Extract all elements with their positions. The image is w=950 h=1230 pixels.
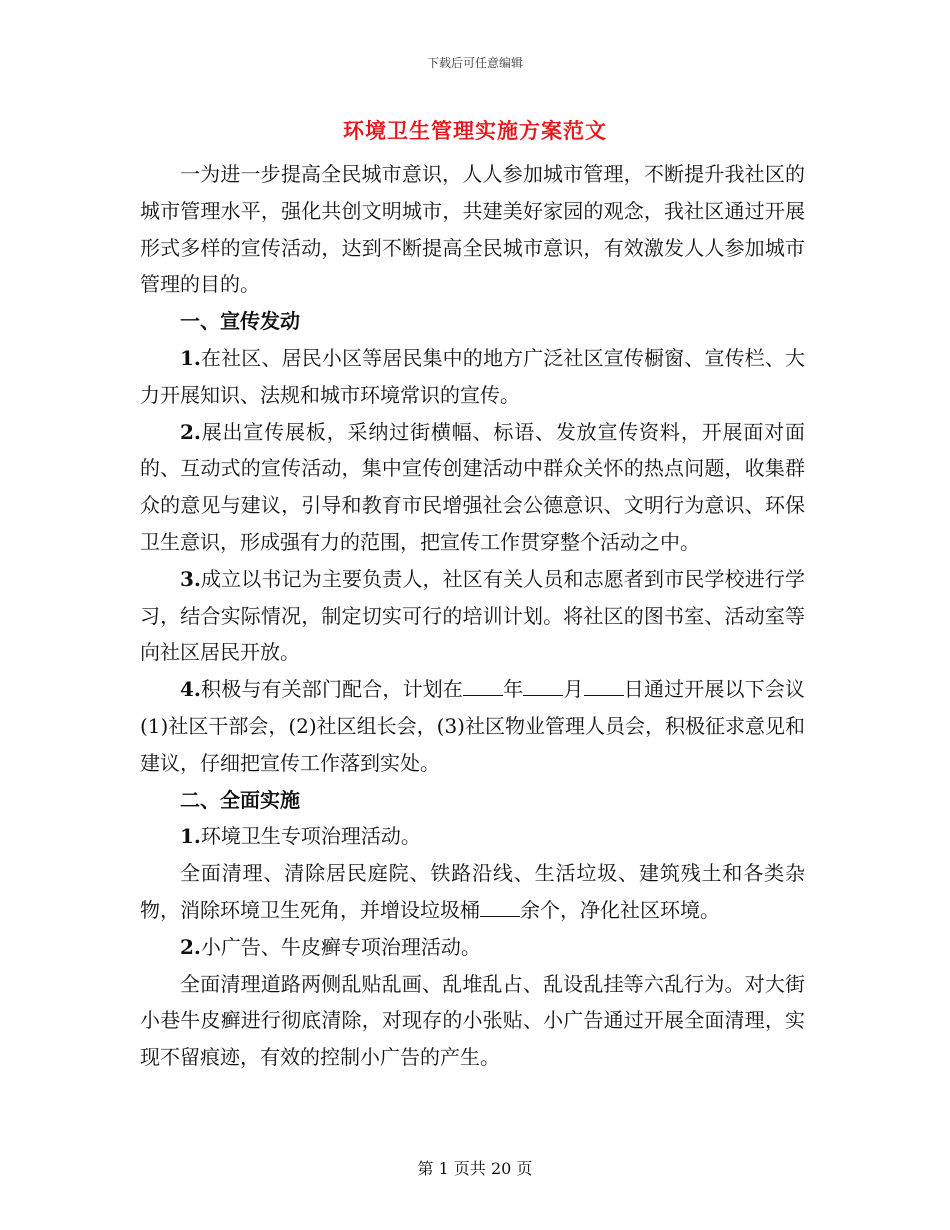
intro-paragraph: 一为进一步提高全民城市意识，人人参加城市管理，不断提升我社区的城市管理水平，强化共创文明城市，共建美好家园的观念，我社区通过开展形式多样的宣传活动，达到不断提高全民城市意识，有效激发人人参加城市管理的目的。	[140, 162, 805, 297]
item-number: 2.	[180, 419, 201, 444]
blank-line	[584, 674, 624, 696]
document-title: 环境卫生管理实施方案范文	[343, 118, 607, 143]
item-number: 2.	[180, 934, 201, 959]
item-text: 全面清理、清除居民庭院、铁路沿线、生活垃圾、建筑残土和各类杂物，消除环境卫生死角，并增设垃圾桶	[140, 861, 805, 922]
blank-line	[480, 895, 520, 917]
implementation-paragraph-2: 全面清理道路两侧乱贴乱画、乱堆乱占、乱设乱挂等六乱行为。对大街小巷牛皮癣进行彻底清除，对现存的小张贴、小广告通过开展全面清理，实现不留痕迹，有效的控制小广告的产生。	[140, 971, 805, 1070]
item-number: 4.	[180, 677, 201, 702]
page-number: 第 1 页共 20 页	[417, 1159, 533, 1178]
publicity-item-1	[140, 340, 805, 414]
section-heading-implementation: 二、全面实施	[180, 787, 300, 812]
item-text: 积极与有关部门配合，计划在	[200, 677, 464, 702]
publicity-item-2	[140, 414, 805, 561]
item-text: 余个，净化社区环境。	[520, 897, 720, 922]
implementation-paragraph-1	[140, 855, 805, 929]
item-text: 日通过开展以下会议(1)社区干部会，(2)社区组长会，(3)社区物业管理人员会，积极征求意见和建议，仔细把宣传工作落到实处。	[140, 677, 806, 775]
item-text: 展出宣传展板，采纳过街横幅、标语、发放宣传资料，开展面对面的、互动式的宣传活动，集中宣传创建活动中群众关怀的热点问题，收集群众的意见与建议，引导和教育市民增强社会公德意识、文明行为意识、环保卫生意识，形成强有力的范围，把宣传工作贯穿整个活动之中。	[140, 419, 805, 554]
publicity-item-4	[140, 671, 805, 781]
document-body	[140, 156, 805, 1076]
section-heading-publicity: 一、宣传发动	[180, 309, 300, 334]
item-text: 月	[563, 677, 584, 702]
item-text: 环境卫生专项治理活动。	[200, 824, 421, 849]
header-note: 下载后可任意编辑	[426, 56, 523, 70]
blank-line	[523, 674, 563, 696]
implementation-subtitle-1	[140, 818, 805, 855]
item-number: 3.	[180, 566, 201, 591]
item-text: 成立以书记为主要负责人，社区有关人员和志愿者到市民学校进行学习，结合实际情况，制定切实可行的培训计划。将社区的图书室、活动室等向社区居民开放。	[140, 566, 805, 665]
item-text: 年	[503, 677, 524, 702]
item-number: 1.	[180, 824, 201, 849]
item-text: 在社区、居民小区等居民集中的地方广泛社区宣传橱窗、宣传栏、大力开展知识、法规和城市环境常识的宣传。	[140, 345, 805, 407]
item-number: 1.	[180, 345, 201, 370]
publicity-item-3	[140, 561, 805, 671]
item-text: 小广告、牛皮癣专项治理活动。	[200, 934, 481, 959]
implementation-subtitle-2	[140, 929, 805, 966]
blank-line	[463, 674, 503, 696]
